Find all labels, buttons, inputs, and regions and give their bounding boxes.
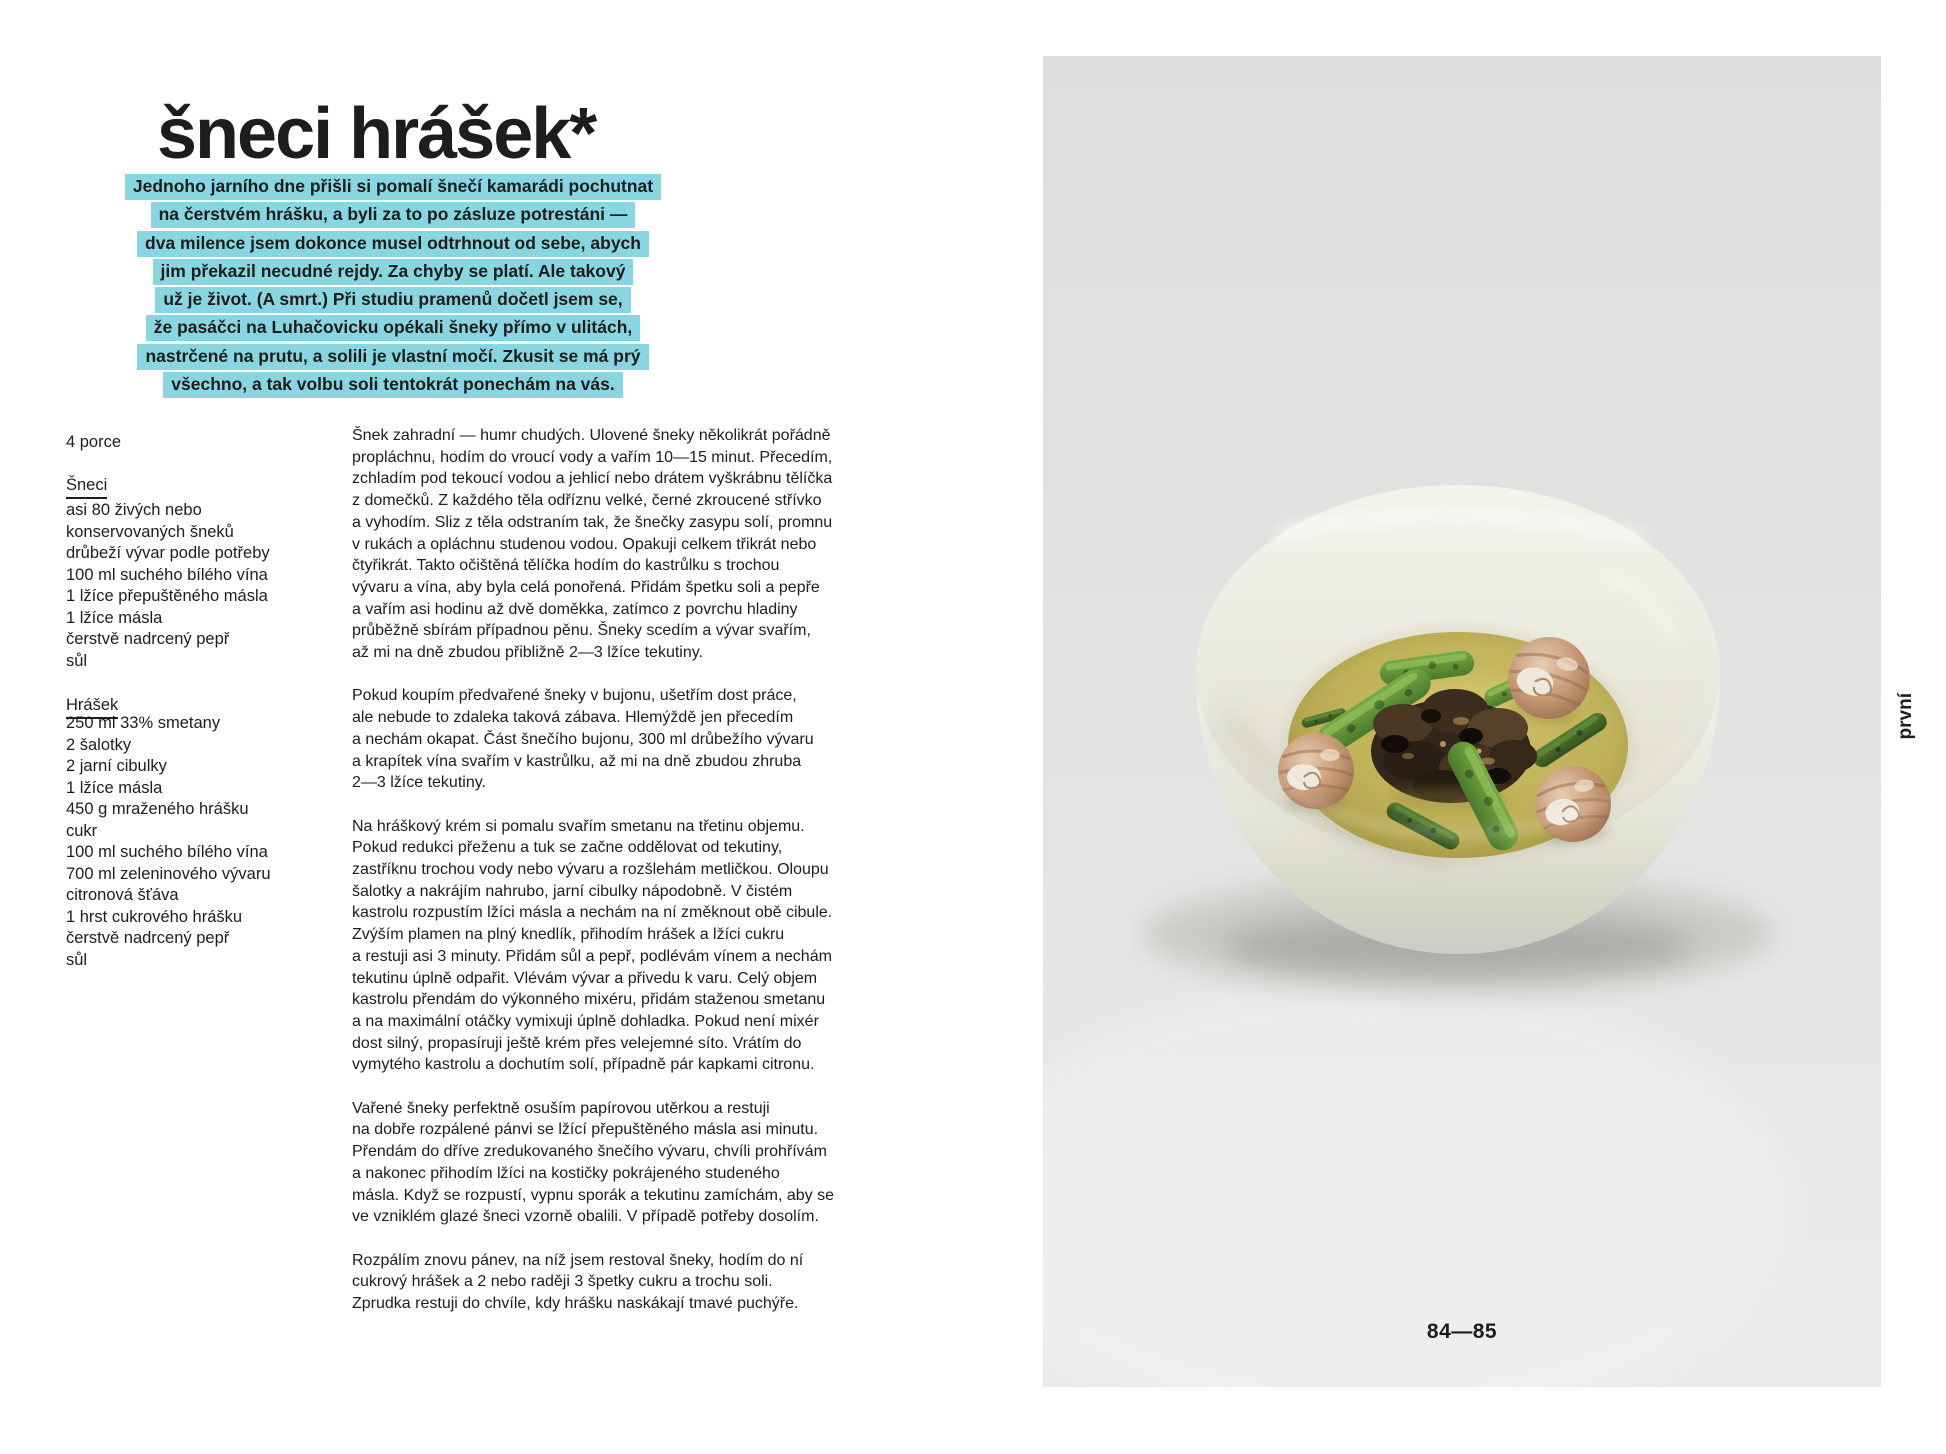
intro-highlight-line: dva milence jsem dokonce musel odtrhnout od sebe, abych: [62, 231, 724, 259]
page-number: 84—85: [1426, 1320, 1498, 1343]
intro-highlight-line: na čerstvém hrášku, a byli za to po zásluze potrestáni —: [62, 202, 724, 230]
instruction-paragraph: Vařené šneky perfektně osuším papírovou utěrkou a restuji na dobře rozpálené pánvi se lžící přepuštěného másla asi minutu. Přendám do dříve zredukovaného šnečího vývaru, chvíli prohřívám a nakonec přihodím lžíci na kostičky pokrájeného studeného másla. Když se rozpustí, vypnu sporák a tekutinu zamíchám, aby se ve vzniklém glazé šneci vzorně obalili. V případě potřeby dosolím.: [352, 1099, 834, 1226]
servings-label: 4 porce: [66, 433, 122, 451]
intro-highlight-line: jim překazil necudné rejdy. Za chyby se platí. Ale takový: [62, 259, 724, 287]
instruction-paragraph: Šnek zahradní — humr chudých. Ulovené šneky několikrát pořádně propláchnu, hodím do vroucí vody a vařím 10—15 minut. Přecedím, zchladím pod tekoucí vodou a jehlicí nebo drátem vyškrábnu tělíčka z domečků. Z každého těla odříznu velké, černé zkroucené střívko a vyhodím. Sliz z těla odstraním tak, že šnečky zasypu solí, promnu v rukách a opláchnu studenou vodou. Opakuji celkem třikrát nebo čtyřikrát. Takto očištěná tělíčka hodím do kastrůlku s trochou vývaru a vína, aby byla celá ponořená. Přidám špetku soli a pepře a vařím asi hodinu až dvě doměkka, zatímco z povrchu hladiny průběžně sbírám případnou pěnu. Šneky scedím a vývar svařím, až mi na dně zbudou přibližně 2—3 lžíce tekutiny.: [352, 427, 833, 662]
ingredients-list-sneci: asi 80 živých nebo konservovaných šneků drůbeží vývar podle potřeby 100 ml suchého bílého vína 1 lžíce přepuštěného másla 1 lžíce másla čerstvě nadrcený pepř sůl: [66, 501, 270, 670]
instruction-paragraph: Na hráškový krém si pomalu svařím smetanu na třetinu objemu. Pokud redukci přeženu a tuk se začne oddělovat od tekutiny, zastříknu trochou vody nebo vývaru a rozšlehám metličkou. Oloupu šalotky a nakrájím nahrubo, jarní cibulky nápodobně. V čistém kastrolu rozpustím lžíci másla a nechám na ní změknout obě cibule. Zvýším plamen na plný knedlík, přihodím hrášek a lžíci cukru a restuji asi 3 minuty. Přidám sůl a pepř, podlévám vínem a nechám tekutinu úplně odpařit. Vlévám vývar a přivedu k varu. Celý objem kastrolu přendám do výkonného mixéru, přidám staženou smetanu a na maximální otáčky vymixuji úplně dohladka. Pokud není mixér dost silný, propasíruji ještě krém přes velejemné síto. Vrátím do vymytého kastrolu a dochutím solí, případně pár kapkami citronu.: [352, 817, 833, 1074]
chapter-side-label: první: [1895, 693, 1916, 740]
intro-highlight-line: už je život. (A smrt.) Při studiu pramenů dočetl jsem se,: [62, 287, 724, 315]
intro-highlight-line: Jednoho jarního dne přišli si pomalí šnečí kamarádi pochutnat: [62, 174, 724, 202]
instruction-paragraph: Pokud koupím předvařené šneky v bujonu, ušetřím dost práce, ale nebude to zdaleka taková zábava. Hlemýždě jen přecedím a nechám okapat. Část šnečího bujonu, 300 ml drůbežího vývaru a krapítek vína svařím v kastrůlku, až mi na dně zbudou zhruba 2—3 lžíce tekutiny.: [352, 687, 814, 792]
ingredients-list-hrasek: 250 ml 33% smetany 2 šalotky 2 jarní cibulky 1 lžíce másla 450 g mraženého hrášku cukr 100 ml suchého bílého vína 700 ml zeleninového vývaru citronová šťáva 1 hrst cukrového hrášku čerstvě nadrcený pepř sůl: [66, 714, 271, 969]
recipe-title: šneci hrášek*: [157, 94, 596, 175]
intro-paragraph: [62, 174, 724, 400]
snail-shell: [1278, 733, 1354, 809]
ingredients-header-sneci: Šneci: [66, 476, 107, 499]
intro-highlight-line: všechno, a tak volbu soli tentokrát ponechám na vás.: [62, 372, 724, 400]
instruction-paragraph: Rozpálím znovu pánev, na níž jsem restoval šneky, hodím do ní cukrový hrášek a 2 nebo raději 3 špetky cukru a trochu soli. Zprudka restuji do chvíle, kdy hrášku naskákají tmavé puchýře.: [352, 1251, 804, 1313]
ingredients-header-hrasek: Hrášek: [66, 696, 118, 719]
intro-highlight-line: že pasáčci na Luhačovicku opékali šneky přímo v ulitách,: [62, 315, 724, 343]
instructions-column: [352, 425, 917, 1336]
dish-photo: [1043, 56, 1881, 1387]
intro-highlight-line: nastrčené na prutu, a solili je vlastní močí. Zkusit se má prý: [62, 344, 724, 372]
dish-photo-svg: [1043, 56, 1881, 1387]
